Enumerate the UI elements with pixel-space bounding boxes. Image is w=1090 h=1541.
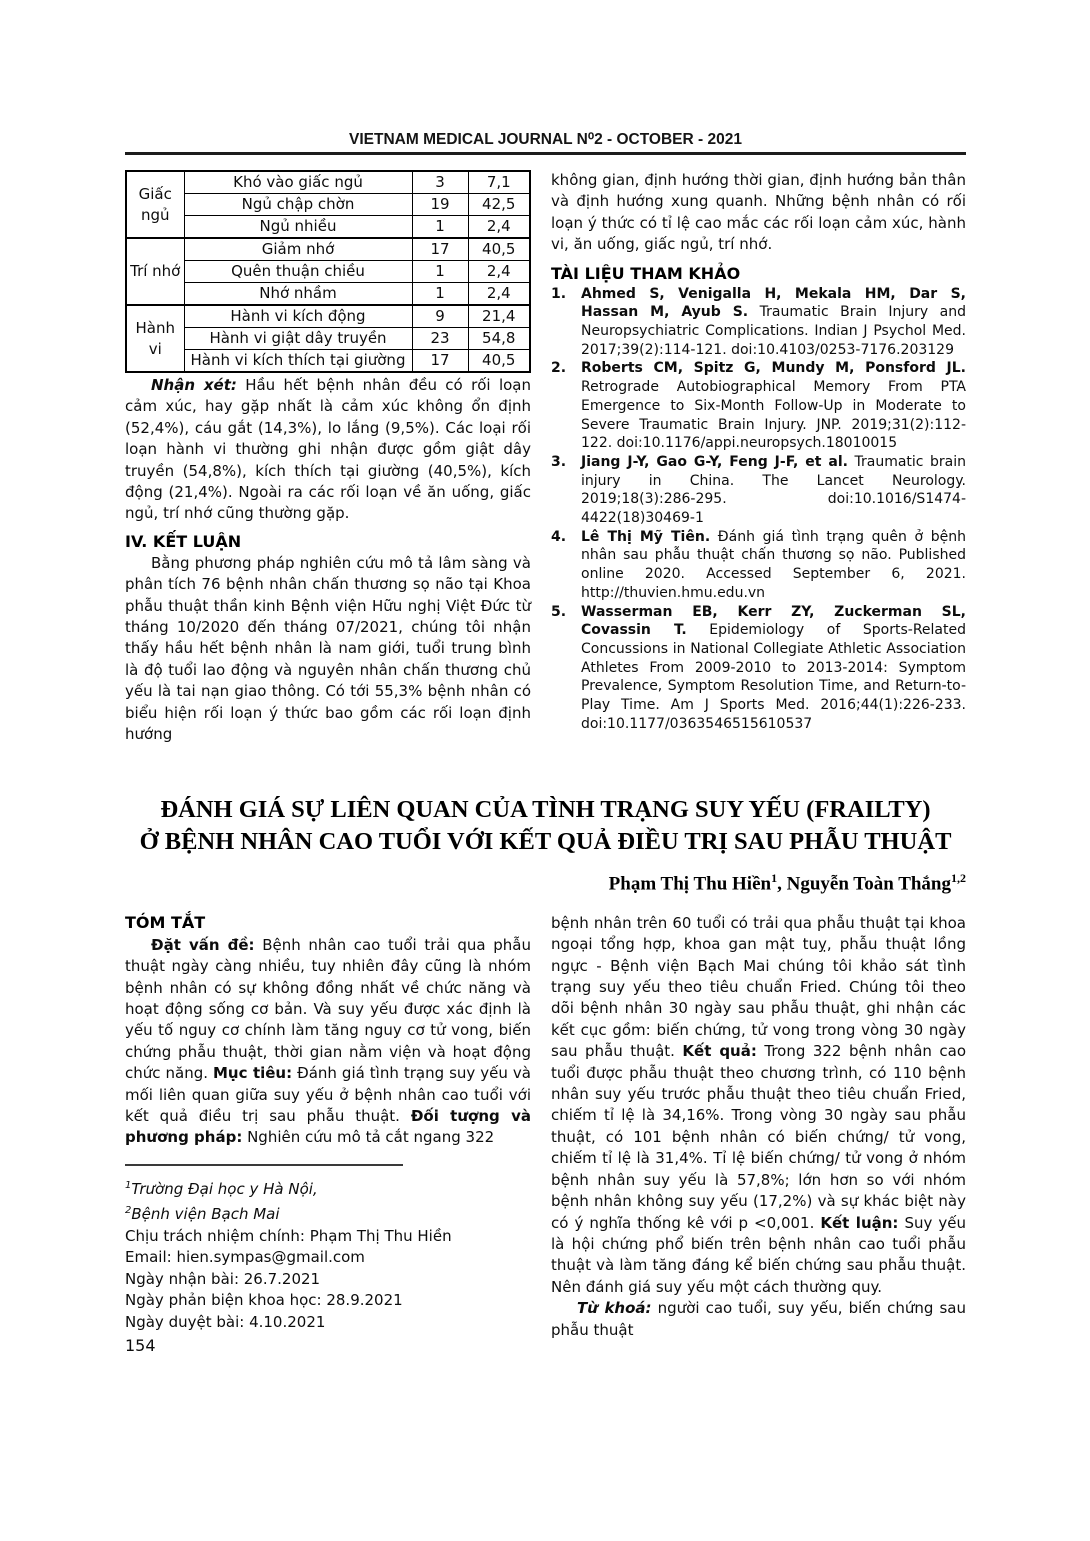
- table-percent: 54,8: [468, 328, 530, 350]
- table-category-memory: Trí nhớ: [126, 238, 184, 305]
- abstract-text: bệnh nhân trên 60 tuổi có trải qua phẫu thuật tại khoa ngoại tổng hợp, khoa gan mật tuỵ, phẫu thuật lồng ngực - Bệnh viện Bạch Mai chúng tôi khảo sát tình trạng suy yếu theo tiêu chuẩn Fried. Chúng tôi theo dõi bệnh nhân 30 ngày sau phẫu thuật, ghi nhận các kết cục gồm: biến chứng, tử vong trong vòng 30 ngày sau phẫu thuật.: [551, 913, 966, 1061]
- author-affiliation-marker: 1,2: [951, 870, 966, 885]
- reference-item: [551, 285, 966, 360]
- table-percent: 21,4: [468, 305, 530, 328]
- abstract-label-conclusion: Kết luận:: [820, 1213, 899, 1232]
- table-count: 1: [412, 261, 468, 283]
- keywords-text: người cao tuổi, suy yếu, biến chứng sau phẫu thuật: [551, 1299, 966, 1339]
- reference-number: 1.: [551, 285, 567, 302]
- abstract-text: Nghiên cứu mô tả cắt ngang 322: [242, 1128, 495, 1147]
- table-percent: 42,5: [468, 194, 530, 216]
- reviewed-date-line: Ngày phản biện khoa học: 28.9.2021: [125, 1291, 403, 1310]
- section1-right-column: [551, 170, 966, 746]
- continuation-paragraph: không gian, định hướng thời gian, định hướng bản thân và định hướng xung quanh. Những bệnh nhân có rối loạn ý thức có tỉ lệ cao mắc các rối loạn cảm xúc, hành vi, ăn uống, giấc ngủ, trí nhớ.: [551, 171, 966, 254]
- reference-item: [551, 603, 966, 734]
- remarks-text: Hầu hết bệnh nhân đều có rối loạn cảm xúc, hay gặp nhất là cảm xúc không ổn định (52,4%), cáu gắt (14,3%), lo lắng (9,5%). Các loại rối loạn hành vi thường ghi nhận được gồm giật dây truyền (54,8%), kích thích tại giường (40,5%), kích động (21,4%). Ngoài ra các rối loạn về ăn uống, giấc ngủ, trí nhớ cũng thường gặp.: [125, 376, 531, 523]
- journal-header: [125, 130, 966, 155]
- article-title-line1: ĐÁNH GIÁ SỰ LIÊN QUAN CỦA TÌNH TRẠNG SUY YẾU (FRAILTY): [160, 795, 931, 823]
- table-count: 3: [412, 171, 468, 194]
- section1-left-column: [125, 170, 531, 746]
- reference-item: [551, 359, 966, 453]
- article-authors: [125, 871, 966, 895]
- table-count: 1: [412, 283, 468, 306]
- abstract-text: Suy yếu là hội chứng phổ biến trên bệnh nhân cao tuổi phẫu thuật và làm tăng đáng kể biến chứng sau phẫu thuật. Nên đánh giá suy yếu một cách thường quy.: [551, 1213, 966, 1296]
- affiliation-text: Trường Đại học y Hà Nội,: [131, 1179, 318, 1198]
- table-symptom: Nhớ nhầm: [184, 283, 412, 306]
- abstract-heading: TÓM TẮT: [125, 912, 206, 932]
- abstract-columns: [125, 913, 966, 1341]
- reference-authors: Ahmed S, Venigalla H, Mekala HM, Dar S, Hassan M, Ayub S.: [581, 285, 966, 321]
- table-category-sleep: Giấc ngủ: [126, 171, 184, 238]
- journal-header-title: VIETNAM MEDICAL JOURNAL N⁰2 - OCTOBER - 2021: [349, 131, 742, 148]
- reference-text: Đánh giá tình trạng quên ở bệnh nhân sau phẫu thuật chấn thương sọ não. Published online 2020. Accessed September 6, 2021. http://thuvien.hmu.edu.vn: [581, 528, 966, 601]
- abstract-right-column: [551, 913, 966, 1341]
- table-symptom: Ngủ chập chờn: [184, 194, 412, 216]
- table-count: 23: [412, 328, 468, 350]
- abstract-text: Đánh giá tình trạng suy yếu và mối liên quan giữa suy yếu ở bệnh nhân cao tuổi với kết quả điều trị sau phẫu thuật.: [125, 1064, 531, 1126]
- reference-authors: Lê Thị Mỹ Tiên.: [581, 528, 711, 545]
- table-count: 17: [412, 238, 468, 261]
- reference-number: 2.: [551, 360, 567, 377]
- reference-text: Retrograde Autobiographical Memory From PTA Emergence to Six-Month Follow-Up in Moderate to Severe Traumatic Brain Injury. JNP. 2019;31(2):112-122. doi:10.1176/appi.neuropsych.18010015: [581, 379, 966, 452]
- author-affiliation-marker: 1: [771, 870, 778, 885]
- affiliation-1: [125, 1175, 531, 1201]
- article-title: [125, 794, 966, 858]
- page-number: 154: [125, 1336, 156, 1355]
- table-percent: 7,1: [468, 171, 530, 194]
- reference-text: Traumatic brain injury in China. The Lancet Neurology. 2019;18(3):286-295. doi:10.1016/S1474-4422(18)30469-1: [581, 453, 966, 527]
- table-symptom: Hành vi kích thích tại giường: [184, 350, 412, 373]
- reference-item: [551, 453, 966, 528]
- table-count: 9: [412, 305, 468, 328]
- affiliation-marker: 1: [125, 1179, 132, 1191]
- affiliation-marker: 2: [125, 1205, 132, 1217]
- table-symptom: Hành vi kích động: [184, 305, 412, 328]
- abstract-right-paragraph: [551, 913, 966, 1298]
- table-percent: 2,4: [468, 261, 530, 283]
- reference-text: Traumatic Brain Injury and Neuropsychiatric Complications. Indian J Psychol Med. 2017;39(2):114-121. doi:10.4103/0253-7176.203129: [581, 304, 966, 358]
- footnote-block: [125, 1164, 531, 1334]
- abstract-label-results: Kết quả:: [682, 1042, 757, 1061]
- morbidity-table: [125, 170, 531, 373]
- article-title-line2: Ở BỆNH NHÂN CAO TUỔI VỚI KẾT QUẢ ĐIỀU TRỊ SAU PHẪU THUẬT: [139, 827, 952, 855]
- table-count: 1: [412, 216, 468, 239]
- reference-authors: Wasserman EB, Kerr ZY, Zuckerman SL, Covassin T.: [581, 603, 966, 639]
- reference-authors: Jiang J-Y, Gao G-Y, Feng J-F, et al.: [581, 453, 848, 470]
- abstract-text: Trong 322 bệnh nhân cao tuổi được phẫu thuật theo chương trình, có 110 bệnh nhân suy yếu trước phẫu thuật theo tiêu chuẩn Fried, chiếm tỉ lệ là 34,16%. Trong vòng 30 ngày sau phẫu thuật, có 101 bệnh nhân có biến chứng/ tử vong, chiếm tỉ lệ là 31,4%. Tỉ lệ biến chứng/ tử vong ở nhóm bệnh nhân suy yếu là 57,8%; lớn hơn so với nhóm bệnh nhân không suy yếu (17,2%) và sự khác biệt này có ý nghĩa thống kê với p <0,001.: [551, 1042, 966, 1232]
- reference-authors: Roberts CM, Spitz G, Mundy M, Ponsford JL.: [581, 360, 966, 377]
- reference-number: 3.: [551, 453, 567, 470]
- abstract-text: Bệnh nhân cao tuổi trải qua phẫu thuật ngày càng nhiều, tuy nhiên đây cũng là nhóm bệnh nhân có sự không đồng nhất về chức năng và hoạt động sống cơ bản. Và suy yếu được xác định là yếu tố nguy cơ chính làm tăng nguy cơ tử vong, biến chứng phẫu thuật, thời gian nằm viện và hoạt động chức năng.: [125, 935, 531, 1083]
- remarks-paragraph: [125, 375, 531, 525]
- abstract-label-objective: Mục tiêu:: [213, 1064, 293, 1083]
- reference-number: 4.: [551, 528, 567, 545]
- abstract-label-methods: Đối tượng và phương pháp:: [125, 1107, 531, 1147]
- table-percent: 40,5: [468, 238, 530, 261]
- table-symptom: Hành vi giật dây truyền: [184, 328, 412, 350]
- affiliation-2: [125, 1200, 531, 1226]
- table-symptom: Khó vào giấc ngủ: [184, 171, 412, 194]
- reference-item: [551, 528, 966, 603]
- email-line: Email: hien.sympas@gmail.com: [125, 1248, 365, 1267]
- reference-number: 5.: [551, 603, 567, 620]
- accepted-date-line: Ngày duyệt bài: 4.10.2021: [125, 1312, 326, 1331]
- table-category-behavior: Hành vi: [126, 305, 184, 372]
- reference-text: Epidemiology of Sports-Related Concussions in National Collegiate Athletic Association Athletes From 2009-2010 to 2013-2014: Symptom Prevalence, Symptom Resolution Time, and Return-to-Play Time. Am J Sports Med. 2016;44(1):226-233. doi:10.1177/0363546515610537: [581, 622, 966, 732]
- author-name: , Nguyễn Toàn Thắng: [777, 872, 951, 894]
- footnote-separator: [125, 1164, 403, 1166]
- conclusion-paragraph: Bằng phương pháp nghiên cứu mô tả lâm sàng và phân tích 76 bệnh nhân chấn thương sọ não tại Khoa phẫu thuật thần kinh Bệnh viện Hữu nghị Việt Đức từ tháng 10/2020 đến tháng 07/2021, chúng tôi nhận thấy hầu hết bệnh nhân là nam giới, tuổi trung bình là độ tuổi lao động và nguyên nhân chấn thương chủ yếu là tai nạn giao thông. Có tới 55,3% bệnh nhân có biểu hiện rối loạn ý thức bao gồm các rối loạn định hướng: [125, 553, 531, 744]
- table-symptom: Ngủ nhiều: [184, 216, 412, 239]
- table-percent: 2,4: [468, 283, 530, 306]
- references-list: [551, 285, 966, 734]
- abstract-label-background: Đặt vấn đề:: [151, 935, 255, 954]
- references-heading: TÀI LIỆU THAM KHẢO: [551, 263, 741, 283]
- affiliation-text: Bệnh viện Bạch Mai: [131, 1205, 280, 1224]
- keywords-paragraph: [551, 1298, 966, 1341]
- abstract-left-paragraph: [125, 935, 531, 1149]
- conclusion-heading: IV. KẾT LUẬN: [125, 531, 242, 551]
- table-count: 19: [412, 194, 468, 216]
- section1-columns: [125, 170, 966, 746]
- table-percent: 40,5: [468, 350, 530, 373]
- table-symptom: Quên thuận chiều: [184, 261, 412, 283]
- table-percent: 2,4: [468, 216, 530, 239]
- author-name: Phạm Thị Thu Hiền: [608, 872, 772, 894]
- remarks-label: Nhận xét:: [151, 376, 237, 394]
- table-count: 17: [412, 350, 468, 373]
- keywords-label: Từ khoá:: [577, 1299, 652, 1318]
- corresponding-author-line: Chịu trách nhiệm chính: Phạm Thị Thu Hiền: [125, 1226, 452, 1245]
- abstract-left-column: [125, 913, 531, 1341]
- received-date-line: Ngày nhận bài: 26.7.2021: [125, 1269, 321, 1288]
- table-symptom: Giảm nhớ: [184, 238, 412, 261]
